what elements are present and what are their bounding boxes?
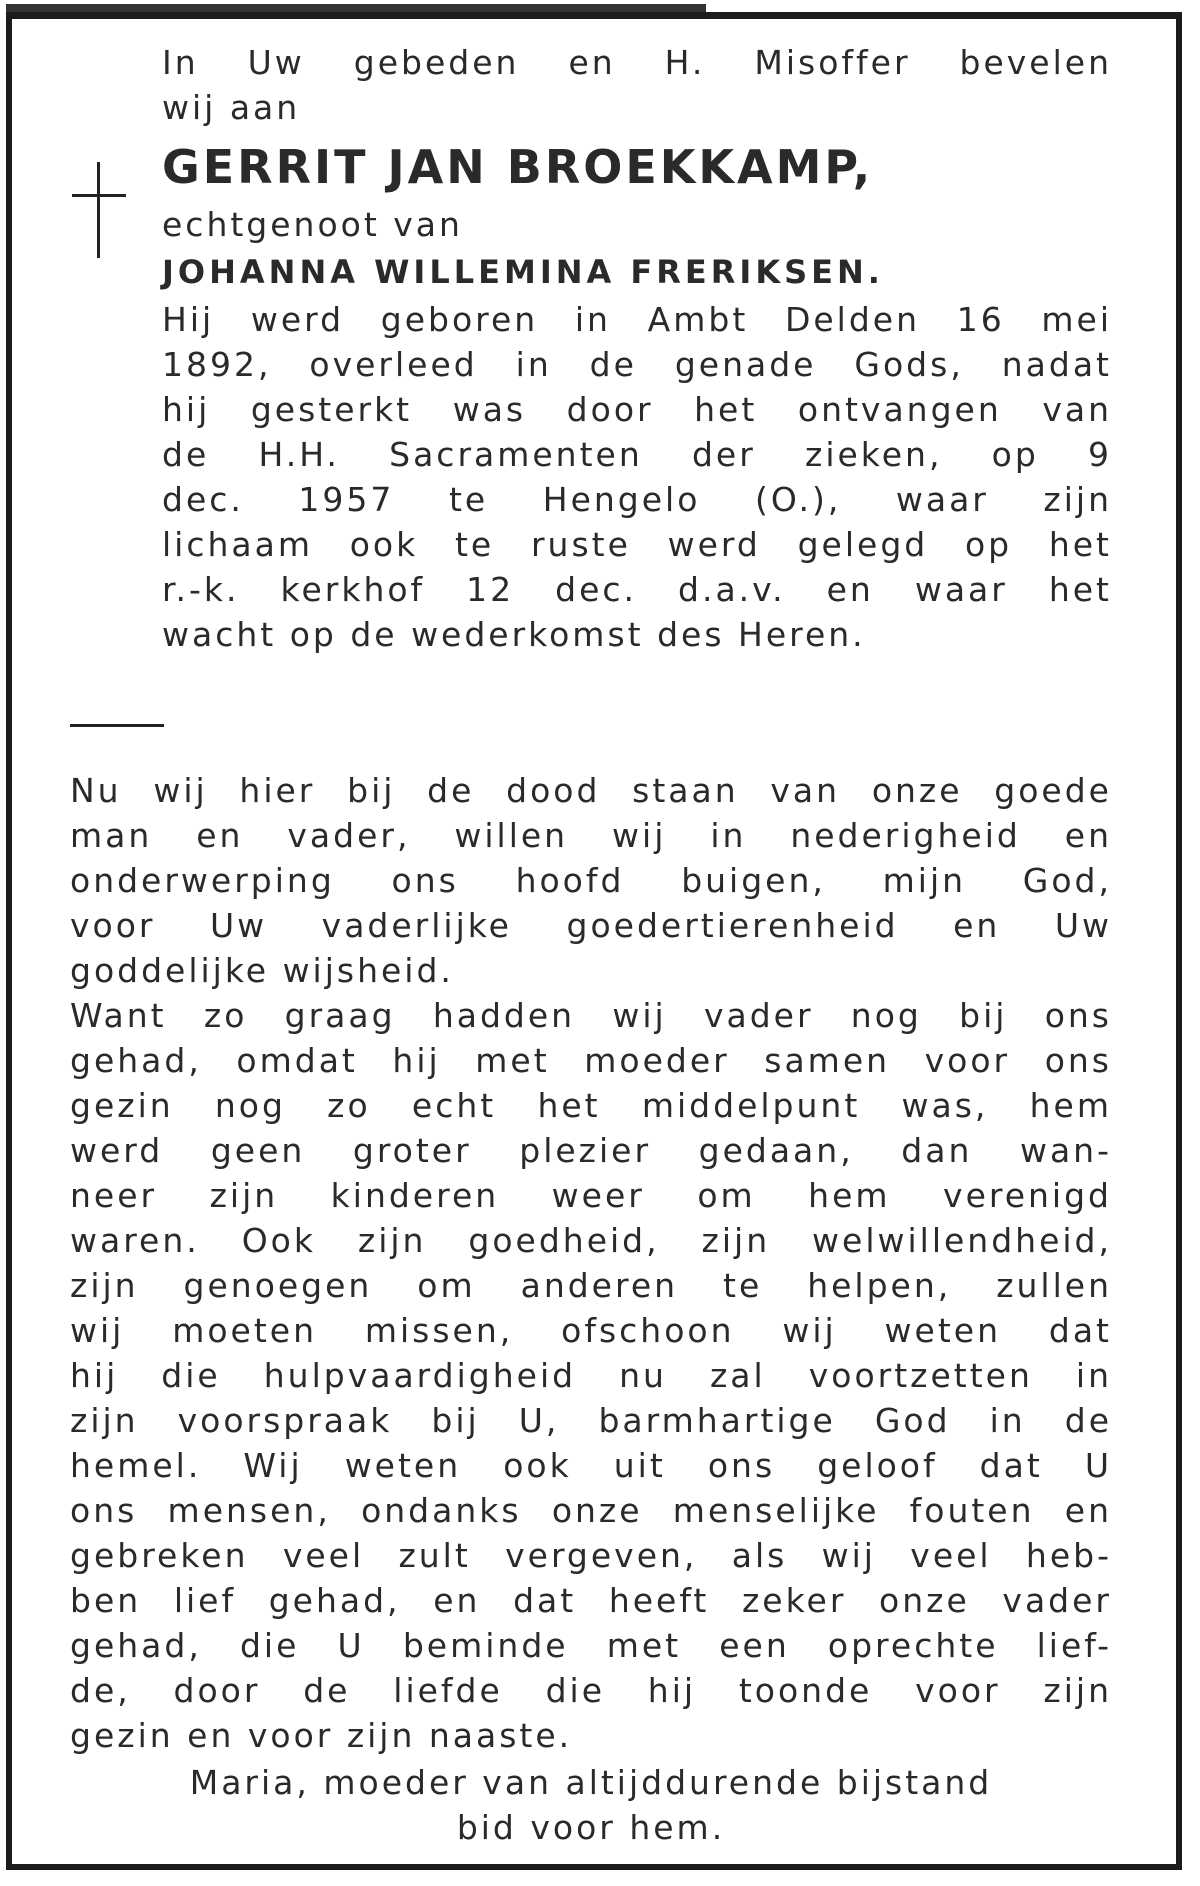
text-line: neer zijn kinderen weer om hem verenigd [70, 1176, 1112, 1215]
text-line: r.-k. kerkhof 12 dec. d.a.v. en waar het [162, 570, 1112, 609]
closing-line: bid voor hem. [456, 1808, 726, 1847]
divider [70, 724, 164, 727]
text-line: hemel. Wij weten ook uit ons geloof dat U [70, 1446, 1112, 1485]
text-line: gehad, die U beminde met een oprechte lief- [70, 1626, 1112, 1665]
text-line: Nu wij hier bij de dood staan van onze goede [70, 771, 1112, 810]
text-line: gebreken veel zult vergeven, als wij veel heb- [70, 1536, 1112, 1575]
text-line: werd geen groter plezier gedaan, dan wan- [70, 1131, 1112, 1170]
text-line: man en vader, willen wij in nederigheid en [70, 816, 1112, 855]
intro-line: wij aan [162, 88, 301, 127]
text-line: 1892, overleed in de genade Gods, nadat [162, 345, 1112, 384]
closing-line: Maria, moeder van altijddurende bijstand [189, 1763, 993, 1802]
intro-line: In Uw gebeden en H. Misoffer bevelen [162, 43, 1112, 82]
text-line: dec. 1957 te Hengelo (O.), waar zijn [162, 480, 1112, 519]
closing-prayer [70, 1760, 1112, 1850]
text-line: waren. Ook zijn goedheid, zijn welwillendheid, [70, 1221, 1112, 1260]
text-line: ons mensen, ondanks onze menselijke fouten en [70, 1491, 1112, 1530]
deceased-name: GERRIT JAN BROEKKAMP, [162, 140, 874, 194]
text-line: de, door de liefde die hij toonde voor zijn [70, 1671, 1112, 1710]
text-line: de H.H. Sacramenten der zieken, op 9 [162, 435, 1112, 474]
text-line: zijn genoegen om anderen te helpen, zullen [70, 1266, 1112, 1305]
text-line: zijn voorspraak bij U, barmhartige God in de [70, 1401, 1112, 1440]
text-line: goddelijke wijsheid. [70, 951, 454, 990]
text-line: hij die hulpvaardigheid nu zal voortzetten in [70, 1356, 1112, 1395]
biography [162, 297, 1112, 657]
spouse-name: JOHANNA WILLEMINA FRERIKSEN. [162, 253, 884, 291]
text-line: wij moeten missen, ofschoon wij weten dat [70, 1311, 1112, 1350]
text-line: Hij werd geboren in Ambt Delden 16 mei [162, 300, 1112, 339]
text-line: voor Uw vaderlijke goedertierenheid en Uw [70, 906, 1112, 945]
text-line: gehad, omdat hij met moeder samen voor ons [70, 1041, 1112, 1080]
text-line: lichaam ook te ruste werd gelegd op het [162, 525, 1112, 564]
text-line: hij gesterkt was door het ontvangen van [162, 390, 1112, 429]
text-line: wacht op de wederkomst des Heren. [162, 615, 866, 654]
spouse-label: echtgenoot van [162, 205, 463, 244]
text-line: ben lief gehad, en dat heeft zeker onze vader [70, 1581, 1112, 1620]
text-line: Want zo graag hadden wij vader nog bij ons [70, 996, 1112, 1035]
text-line: onderwerping ons hoofd buigen, mijn God, [70, 861, 1112, 900]
reflection-text [70, 768, 1112, 1758]
text-line: gezin nog zo echt het middelpunt was, hem [70, 1086, 1112, 1125]
header-section [162, 40, 1112, 657]
text-line: gezin en voor zijn naaste. [70, 1716, 573, 1755]
